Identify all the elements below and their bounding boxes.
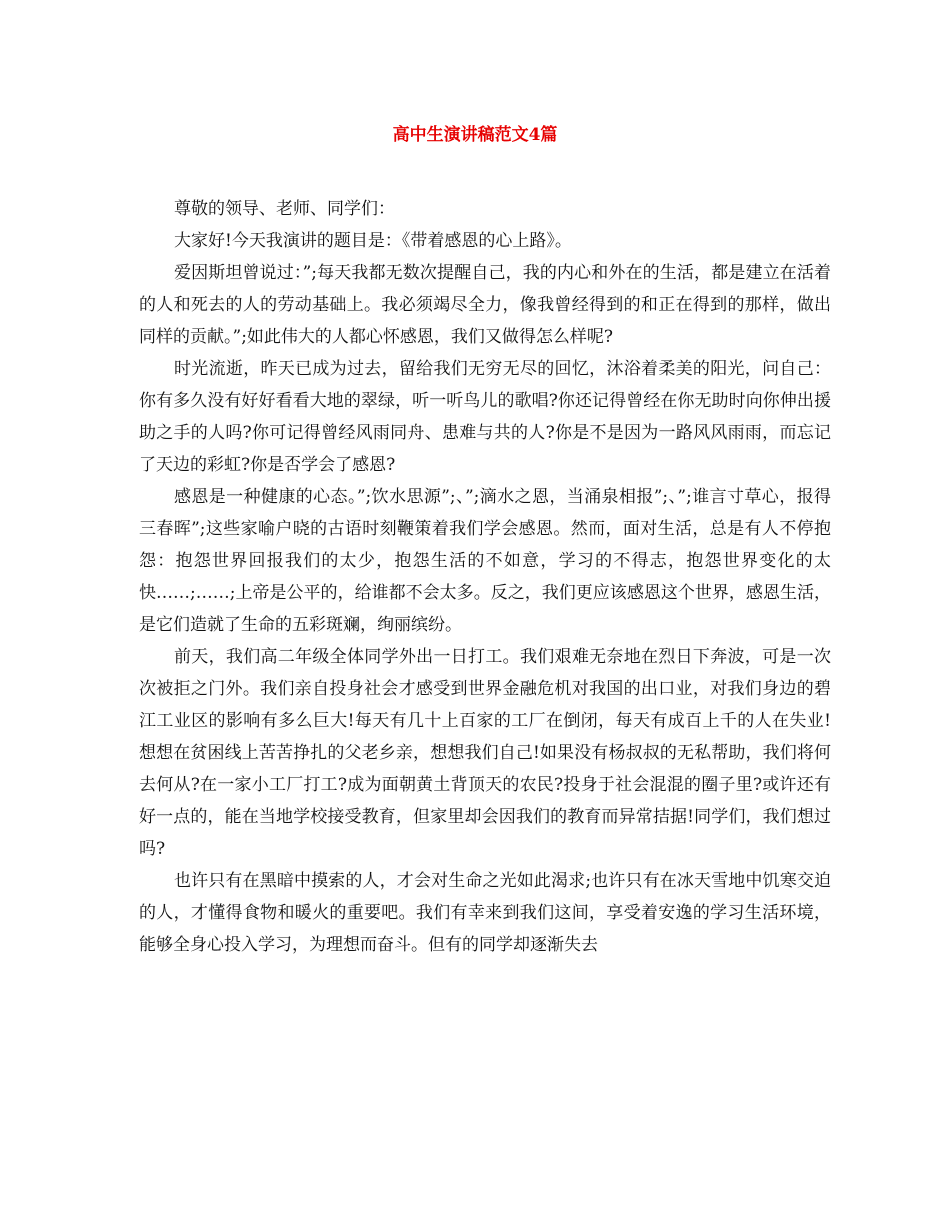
paragraph-salutation: 尊敬的领导、老师、同学们： [174, 199, 395, 219]
paragraph-gratitude-mindset: 感恩是一种健康的心态。”;饮水思源”;、”;滴水之恩，当涌泉相报”;、”;谁言寸草心，报得三春晖”;这些家喻户晓的古语时刻鞭策着我们学会感恩。然而，面对生活，总是有人不停抱怨：抱怨世界回报我们的太少，抱怨生活的不如意，学习的不得志，抱怨世界变化的太快……;……;上帝是公平的，给谁都不会太多。反之，我们更应该感恩这个世界，感恩生活，是它们造就了生命的五彩斑斓，绚丽缤纷。 [139, 487, 831, 635]
paragraph-einstein-quote: 爱因斯坦曾说过：”;每天我都无数次提醒自己，我的内心和外在的生活，都是建立在活着的人和死去的人的劳动基础上。我必须竭尽全力，像我曾经得到的和正在得到的那样，做出同样的贡献。”;如此伟大的人都心怀感恩，我们又做得怎么样呢? [139, 263, 831, 347]
paragraph-work-day: 前天，我们高二年级全体同学外出一日打工。我们艰难无奈地在烈日下奔波，可是一次次被拒之门外。我们亲自投身社会才感受到世界金融危机对我国的出口业，对我们身边的碧江工业区的影响有多么巨大!每天有几十上百家的工厂在倒闭，每天有成百上千的人在失业!想想在贫困线上苦苦挣扎的父老乡亲，想想我们自己!如果没有杨叔叔的无私帮助，我们将何去何从?在一家小工厂打工?成为面朝黄土背顶天的农民?投身于社会混混的圈子里?或许还有好一点的，能在当地学校接受教育，但家里却会因我们的教育而异常拮据!同学们，我们想过吗? [139, 647, 831, 859]
paragraph-darkness: 也许只有在黑暗中摸索的人，才会对生命之光如此渴求;也许只有在冰天雪地中饥寒交迫的人，才懂得食物和暖火的重要吧。我们有幸来到我们这间，享受着安逸的学习生活环境，能够全身心投入学习，为理想而奋斗。但有的同学却逐渐失去 [139, 871, 831, 955]
document-title: 高中生演讲稿范文4篇 [392, 125, 558, 145]
paragraph-time-passes: 时光流逝，昨天已成为过去，留给我们无穷无尽的回忆，沐浴着柔美的阳光，问自己：你有多久没有好好看看大地的翠绿，听一听鸟儿的歌唱?你还记得曾经在你无助时向你伸出援助之手的人吗?你可记得曾经风雨同舟、患难与共的人?你是不是因为一路风风雨雨，而忘记了天边的彩虹?你是否学会了感恩? [139, 359, 831, 475]
document-body [139, 193, 831, 961]
paragraph-greeting: 大家好!今天我演讲的题目是：《带着感恩的心上路》。 [174, 231, 572, 251]
